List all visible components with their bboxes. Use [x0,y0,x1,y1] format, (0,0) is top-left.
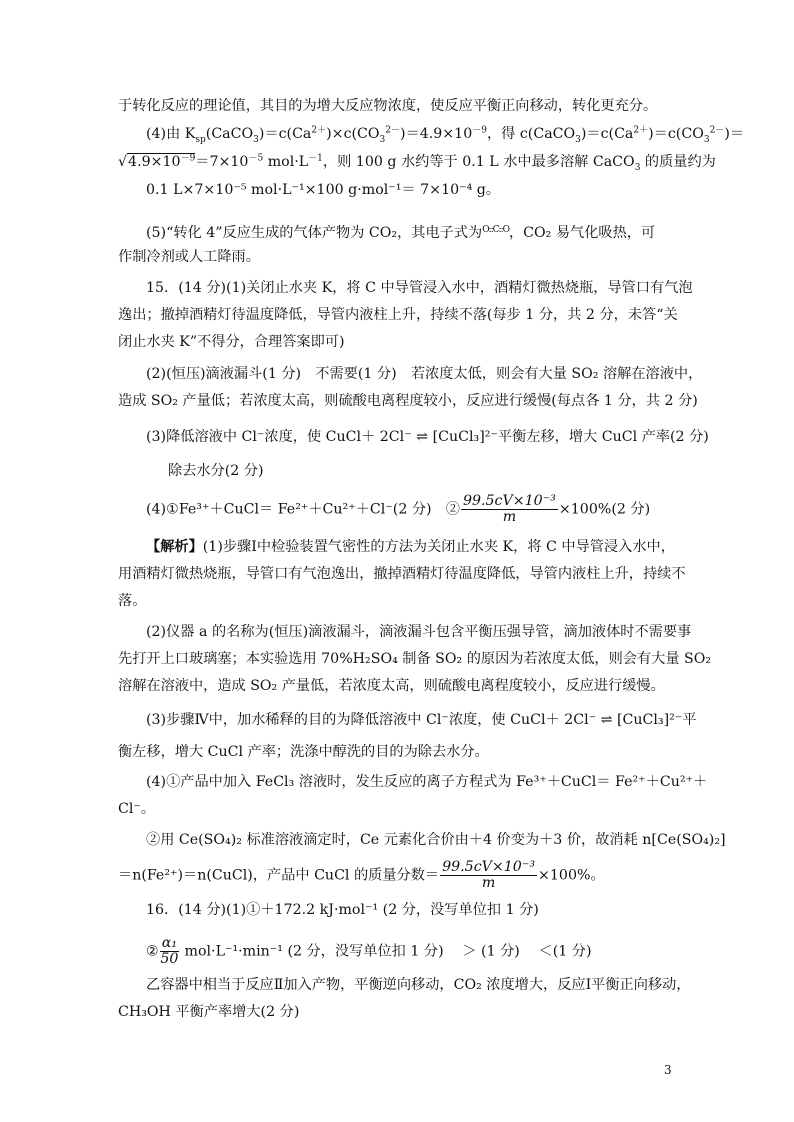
text-line-electron-formula: (5)“转化 4”反应生成的气体产物为 CO₂，其电子式为$^{O::C::O}$，CO₂ 易气化吸热，可 [146,225,656,241]
electron-formula: O::C::O [482,225,509,235]
fraction: $\frac{\text{α₁}}{50}$ [160,935,179,967]
text-line-fraction: (4)①Fe³⁺＋CuCl＝ Fe²⁺＋Cu²⁺＋Cl⁻(2 分) ② $\frac{\text{99.5cV×10⁻³}}{m}$ ×100%(2 分) [146,493,651,525]
text-line: 先打开上口玻璃塞；本实验选用 70%H₂SO₄ 制备 SO₂ 的原因为若浓度太低，则会有大量 SO₂ [118,651,712,667]
text-line: Cl⁻。 [118,801,156,817]
text-line: 15．(14 分)(1)关闭止水夹 K，将 C 中导管浸入水中，酒精灯微热烧瓶，导管口有气泡 [146,280,693,296]
text-line: 乙容器中相当于反应Ⅱ加入产物，平衡逆向移动，CO₂ 浓度增大，反应Ⅰ平衡正向移动， [146,977,691,993]
text-line: 用酒精灯微热烧瓶，导管口有气泡逸出，撤掉酒精灯待温度降低，导管内液柱上升，持续不 [118,566,686,582]
text-line: CH₃OH 平衡产率增大(2 分) [118,1004,300,1020]
text-line-sqrt: $√4.9\times 10^{-9}=7\times 10^{-5}$ $mol\cdot L^{-1}$，则 100 g 水约等于 0.1 L 水中最多溶解 CaCO$_3$ 的质量约为 [118,153,716,173]
text-line: 于转化反应的理论值，其目的为增大反应物浓度，使反应平衡正向移动，转化更充分。 [118,98,658,114]
text-line: 落。 [118,593,147,609]
text-line: 闭止水夹 K”不得分，合理答案即可) [118,334,345,350]
text-line: ②用 Ce(SO₄)₂ 标准溶液滴定时，Ce 元素化合价由＋4 价变为＋3 价，故消耗 n[Ce(SO₄)₂] [146,832,726,848]
text-line: (4)①产品中加入 FeCl₃ 溶液时，发生反应的离子方程式为 Fe³⁺＋CuCl＝ Fe²⁺＋Cu²⁺＋ [146,774,708,790]
fraction: $\frac{\text{99.5cV×10⁻³}}{m}$ [462,493,556,525]
text-line-analysis: 【解析】(1)步骤Ⅰ中检验装置气密性的方法为关闭止水夹 K，将 C 中导管浸入水中， [146,539,675,555]
text-line: 16．(14 分)(1)①＋172.2 kJ·mol⁻¹ (2 分，没写单位扣 1 分) [146,902,539,918]
text-line: 除去水分(2 分) [168,463,264,479]
text-line-fraction: ＝n(Fe²⁺)＝n(CuCl)，产品中 CuCl 的质量分数＝ $\frac{\text{99.5cV×10⁻³}}{m}$ ×100%。 [118,859,605,891]
text-line: 造成 SO₂ 产量低；若浓度太高，则硫酸电离程度较小，反应进行缓慢(每点各 1 分，共 2 分) [118,393,698,409]
page-number: 3 [664,1063,672,1077]
text-line: (3)降低溶液中 Cl⁻浓度，使 CuCl＋ 2Cl⁻ ⇌ [CuCl₃]²⁻平衡左移，增大 CuCl 产率(2 分) [146,429,709,445]
text-line: 作制冷剂或人工降雨。 [118,249,260,265]
text-line-fraction: ② $\frac{\text{α₁}}{50}$ mol·L⁻¹·min⁻¹ (2 分，没写单位扣 1 分) ＞ (1 分) ＜(1 分) [146,935,592,967]
text-line-ksp: (4)由 $K_{sp}(CaCO_3)=c(Ca^{2+})\times c(CO_3^{2-})=4.9\times 10^{-9}$，得 $c(CaCO_3)=c(Ca^{2+})=c(CO_3^{2-})=$ [146,125,745,145]
text-line: (2)(恒压)滴液漏斗(1 分) 不需要(1 分) 若浓度太低，则会有大量 SO₂ 溶解在溶液中， [146,366,703,382]
text-line: 0.1 L×7×10⁻⁵ mol·L⁻¹×100 g·mol⁻¹＝ 7×10⁻⁴ g。 [146,182,501,198]
text-line: 逸出；撤掉酒精灯待温度降低，导管内液柱上升，持续不落(每步 1 分，共 2 分，未答“关 [118,307,678,323]
text-line: (3)步骤Ⅳ中，加水稀释的目的为降低溶液中 Cl⁻浓度，使 CuCl＋ 2Cl⁻ ⇌ [CuCl₃]²⁻平 [146,712,697,728]
text-line: 衡左移，增大 CuCl 产率；洗涤中醇洗的目的为除去水分。 [118,744,489,760]
fraction: $\frac{\text{99.5cV×10⁻³}}{m}$ [442,859,536,891]
text-line: 溶解在溶液中，造成 SO₂ 产量低，若浓度太高，则硫酸电离程度较小，反应进行缓慢。 [118,678,665,694]
text-line: (2)仪器 a 的名称为(恒压)滴液漏斗，滴液漏斗包含平衡压强导管，滴加液体时不需要事 [146,624,692,640]
